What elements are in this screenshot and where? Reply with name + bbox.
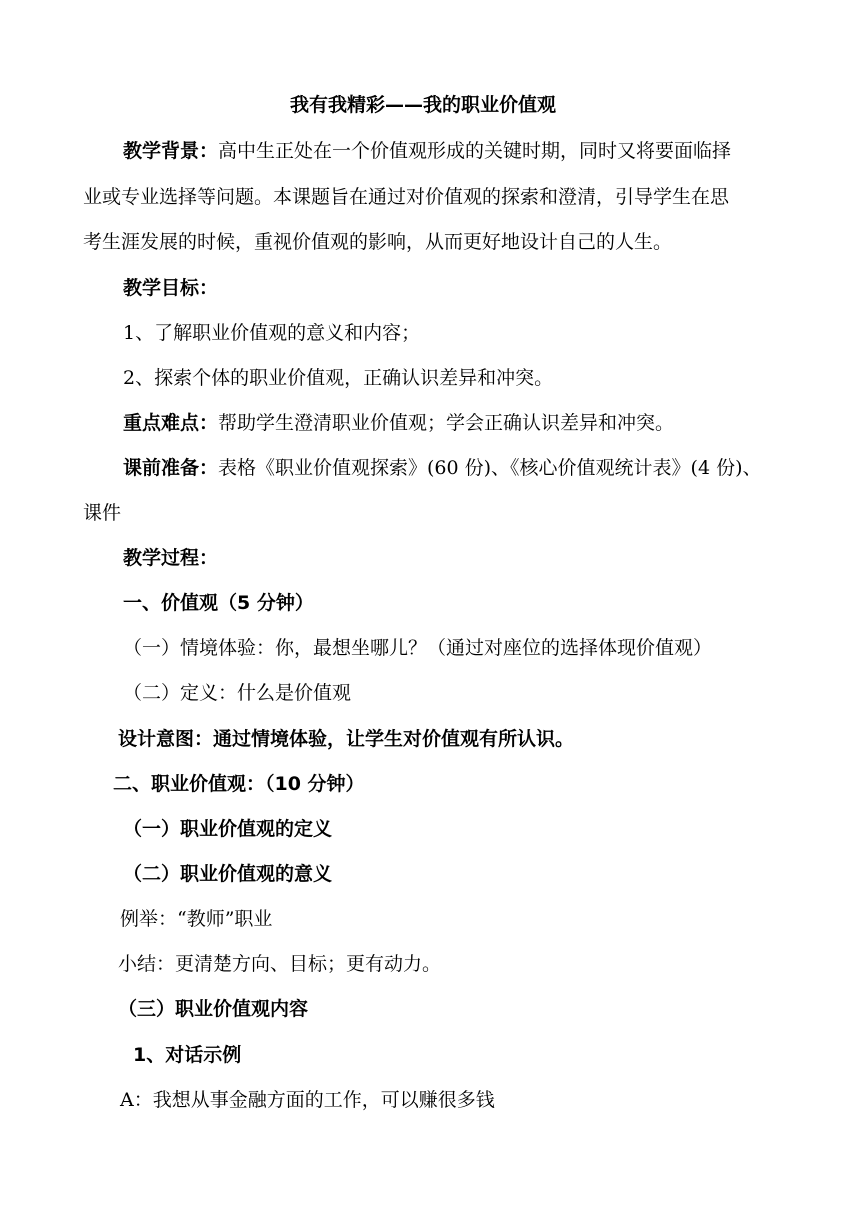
section2-sub2: （二）职业价值观的意义 (123, 863, 333, 885)
dialog-a: A：我想从事金融方面的工作，可以赚很多钱 (120, 1089, 495, 1111)
section1-heading: 一、价值观（5 分钟） (123, 592, 314, 614)
preparation-line-1 (123, 455, 762, 481)
section2-example: 例举：“教师”职业 (120, 908, 273, 930)
section1-intent: 设计意图：通过情境体验，让学生对价值观有所认识。 (118, 728, 575, 750)
goal-item-1: 1、了解职业价值观的意义和内容； (123, 322, 421, 344)
key-points-line (123, 410, 674, 436)
background-line-3: 考生涯发展的时候，重视价值观的影响，从而更好地设计自己的人生。 (83, 231, 673, 253)
section2-heading: 二、职业价值观：（10 分钟） (113, 773, 365, 795)
preparation-line-2: 课件 (83, 502, 122, 524)
background-text-1: 高中生正处在一个价值观形成的关键时期，同时又将要面临择 (218, 140, 732, 162)
key-points-text: 帮助学生澄清职业价值观；学会正确认识差异和冲突。 (218, 412, 675, 434)
section2-sub1: （一）职业价值观的定义 (123, 818, 333, 840)
process-label: 教学过程： (123, 547, 219, 569)
background-label: 教学背景： (123, 140, 219, 162)
section1-item-2: （二）定义：什么是价值观 (123, 682, 352, 704)
dialog-heading: 1、对话示例 (133, 1044, 242, 1066)
section2-sub3: （三）职业价值观内容 (118, 998, 309, 1020)
section1-item-1: （一）情境体验：你，最想坐哪儿？（通过对座位的选择体现价值观） (123, 637, 713, 659)
goal-item-2: 2、探索个体的职业价值观，正确认识差异和冲突。 (123, 367, 554, 389)
preparation-text-1: 表格《职业价值观探索》(60 份)、《核心价值观统计表》(4 份)、 (218, 457, 762, 479)
goals-label: 教学目标： (123, 277, 219, 299)
background-line-2: 业或专业选择等问题。本课题旨在通过对价值观的探索和澄清，引导学生在思 (83, 186, 730, 208)
section2-summary: 小结：更清楚方向、目标；更有动力。 (118, 953, 442, 975)
preparation-label: 课前准备： (123, 457, 219, 479)
document-title: 我有我精彩——我的职业价值观 (290, 94, 557, 116)
key-points-label: 重点难点： (123, 412, 219, 434)
background-line-1 (123, 138, 731, 164)
